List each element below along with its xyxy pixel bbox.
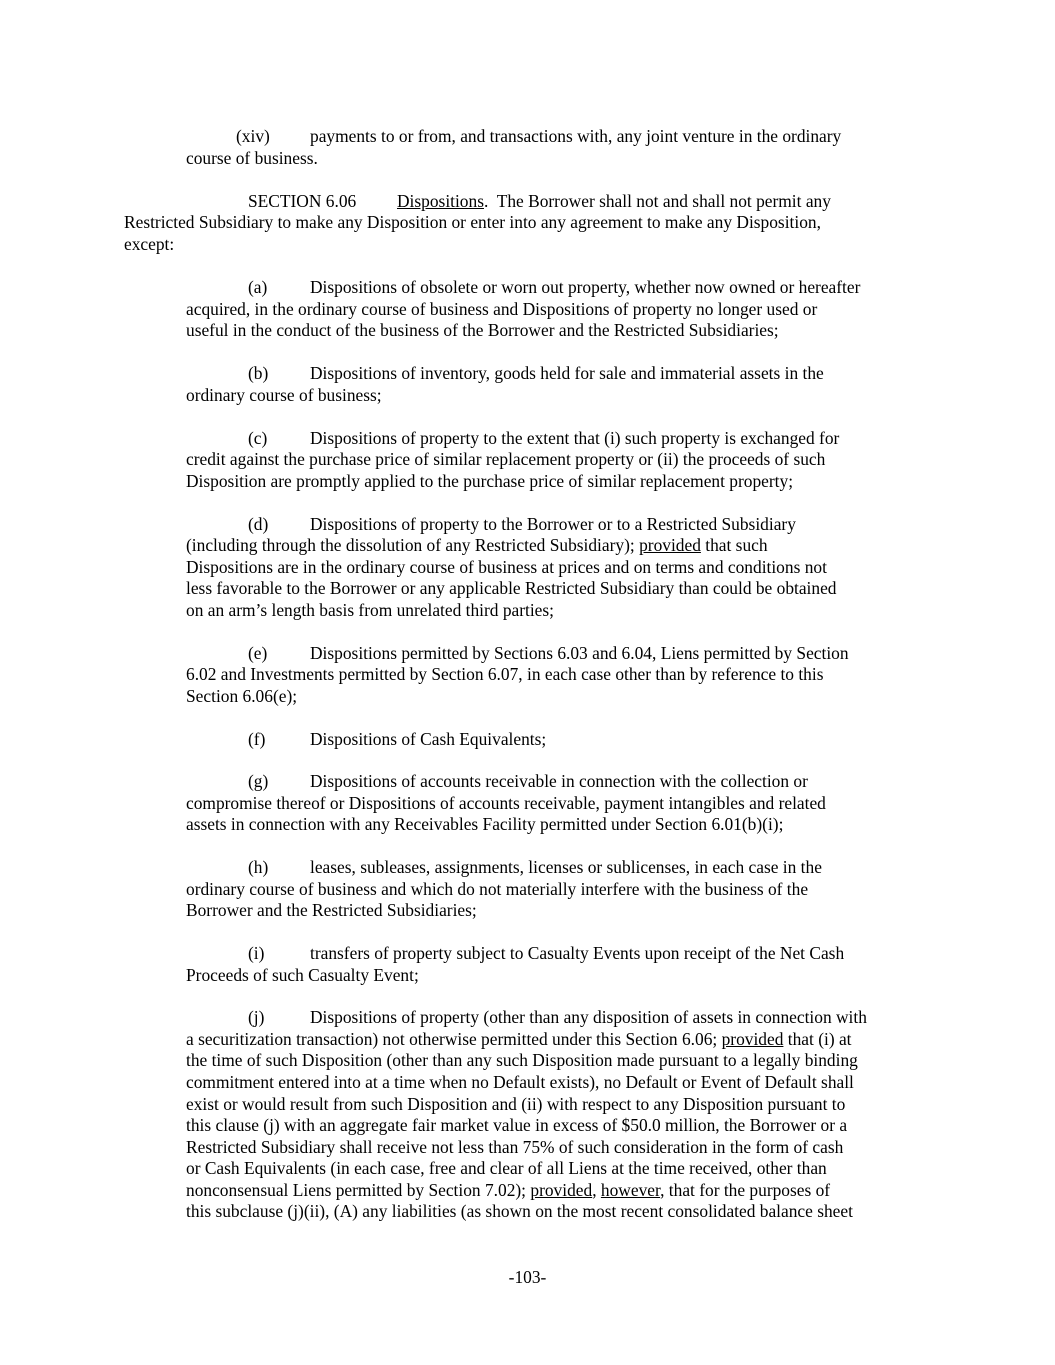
clause-j-text-part: , that for the purposes of [660,1180,831,1200]
clause-j-text: this subclause (j)(ii), (A) any liabilities (as shown on the most recent consolidated balance sheet [186,1201,853,1221]
clause-b-text: Dispositions of inventory, goods held for sale and immaterial assets in the [310,363,824,383]
clause-d-text: on an arm’s length basis from unrelated third parties; [186,600,555,620]
clause-e-text: 6.02 and Investments permitted by Section 6.07, in each case other than by reference to this [186,664,824,684]
clause-f-text: Dispositions of Cash Equivalents; [310,729,547,749]
clause-a-text: Dispositions of obsolete or worn out property, whether now owned or hereafter [310,277,861,297]
clause-a-label: (a) [248,277,268,297]
clause-h-text: ordinary course of business and which do not materially interfere with the business of the [186,879,809,899]
section-heading-line [397,190,831,212]
clause-j-text: exist or would result from such Disposition and (ii) with respect to any Disposition pursuant to [186,1094,846,1114]
page-number: -103- [508,1267,547,1287]
clause-d-text-part: (including through the dissolution of any Restricted Subsidiary); [186,535,640,555]
clause-d-text [186,534,768,556]
clause-c-text: Dispositions of property to the extent that (i) such property is exchanged for [310,428,840,448]
clause-xiv-text: course of business. [186,148,318,168]
clause-g-text: Dispositions of accounts receivable in connection with the collection or [310,771,808,791]
clause-b-label: (b) [248,363,269,383]
clause-j-text [186,1179,830,1201]
clause-xiv-label: (xiv) [236,126,270,146]
clause-i-text: transfers of property subject to Casualty Events upon receipt of the Net Cash [310,943,845,963]
provided-term: provided [639,535,701,555]
section-title: Dispositions [397,191,484,211]
clause-j-text-part: , [592,1180,601,1200]
clause-b-text: ordinary course of business; [186,385,382,405]
clause-h-text: Borrower and the Restricted Subsidiaries; [186,900,477,920]
clause-a-text: useful in the conduct of the business of the Borrower and the Restricted Subsidiaries; [186,320,779,340]
clause-j-text-part: that (i) at [783,1029,852,1049]
clause-e-text: Dispositions permitted by Sections 6.03 and 6.04, Liens permitted by Section [310,643,849,663]
section-text: . The Borrower shall not and shall not permit any [483,191,831,211]
section-text: Restricted Subsidiary to make any Disposition or enter into any agreement to make any Disposition, [124,212,821,232]
clause-j-text: this clause (j) with an aggregate fair market value in excess of $50.0 million, the Borrower or a [186,1115,848,1135]
clause-d-label: (d) [248,514,269,534]
clause-d-text: Dispositions are in the ordinary course of business at prices and on terms and conditions not [186,557,827,577]
however-term: however [600,1180,661,1200]
clause-a-text: acquired, in the ordinary course of business and Dispositions of property no longer used or [186,299,818,319]
clause-j-text [186,1028,852,1050]
clause-i-label: (i) [248,943,265,963]
clause-j-text: or Cash Equivalents (in each case, free and clear of all Liens at the time received, other than [186,1158,827,1178]
provided-term: provided [530,1180,593,1200]
section-text: except: [124,234,175,254]
clause-g-label: (g) [248,771,269,791]
clause-c-text: credit against the purchase price of similar replacement property or (ii) the proceeds of such [186,449,826,469]
clause-j-text: commitment entered into at a time when no Default exists), no Default or Event of Default shall [186,1072,854,1092]
clause-i-text: Proceeds of such Casualty Event; [186,965,419,985]
clause-h-text: leases, subleases, assignments, licenses or sublicenses, in each case in the [310,857,822,877]
clause-j-text-part: nonconsensual Liens permitted by Section 7.02); [186,1180,531,1200]
clause-c-text: Disposition are promptly applied to the purchase price of similar replacement property; [186,471,794,491]
clause-c-label: (c) [248,428,268,448]
section-number: SECTION 6.06 [248,191,357,211]
clause-e-label: (e) [248,643,268,663]
clause-j-text: Dispositions of property (other than any disposition of assets in connection with [310,1007,867,1027]
clause-j-text: Restricted Subsidiary shall receive not less than 75% of such consideration in the form of cash [186,1137,844,1157]
clause-d-text: less favorable to the Borrower or any applicable Restricted Subsidiary than could be obtained [186,578,837,598]
clause-j-label: (j) [248,1007,265,1027]
clause-h-label: (h) [248,857,269,877]
clause-d-text: Dispositions of property to the Borrower or to a Restricted Subsidiary [310,514,796,534]
clause-j-text-part: a securitization transaction) not otherwise permitted under this Section 6.06; [186,1029,722,1049]
clause-e-text: Section 6.06(e); [186,686,298,706]
provided-term: provided [721,1029,784,1049]
clause-xiv-text: payments to or from, and transactions with, any joint venture in the ordinary [310,126,842,146]
clause-d-text-part: that such [700,535,768,555]
clause-f-label: (f) [248,729,266,749]
clause-g-text: assets in connection with any Receivables Facility permitted under Section 6.01(b)(i); [186,814,784,834]
clause-g-text: compromise thereof or Dispositions of accounts receivable, payment intangibles and related [186,793,826,813]
clause-j-text: the time of such Disposition (other than any such Disposition made pursuant to a legally binding [186,1050,858,1070]
